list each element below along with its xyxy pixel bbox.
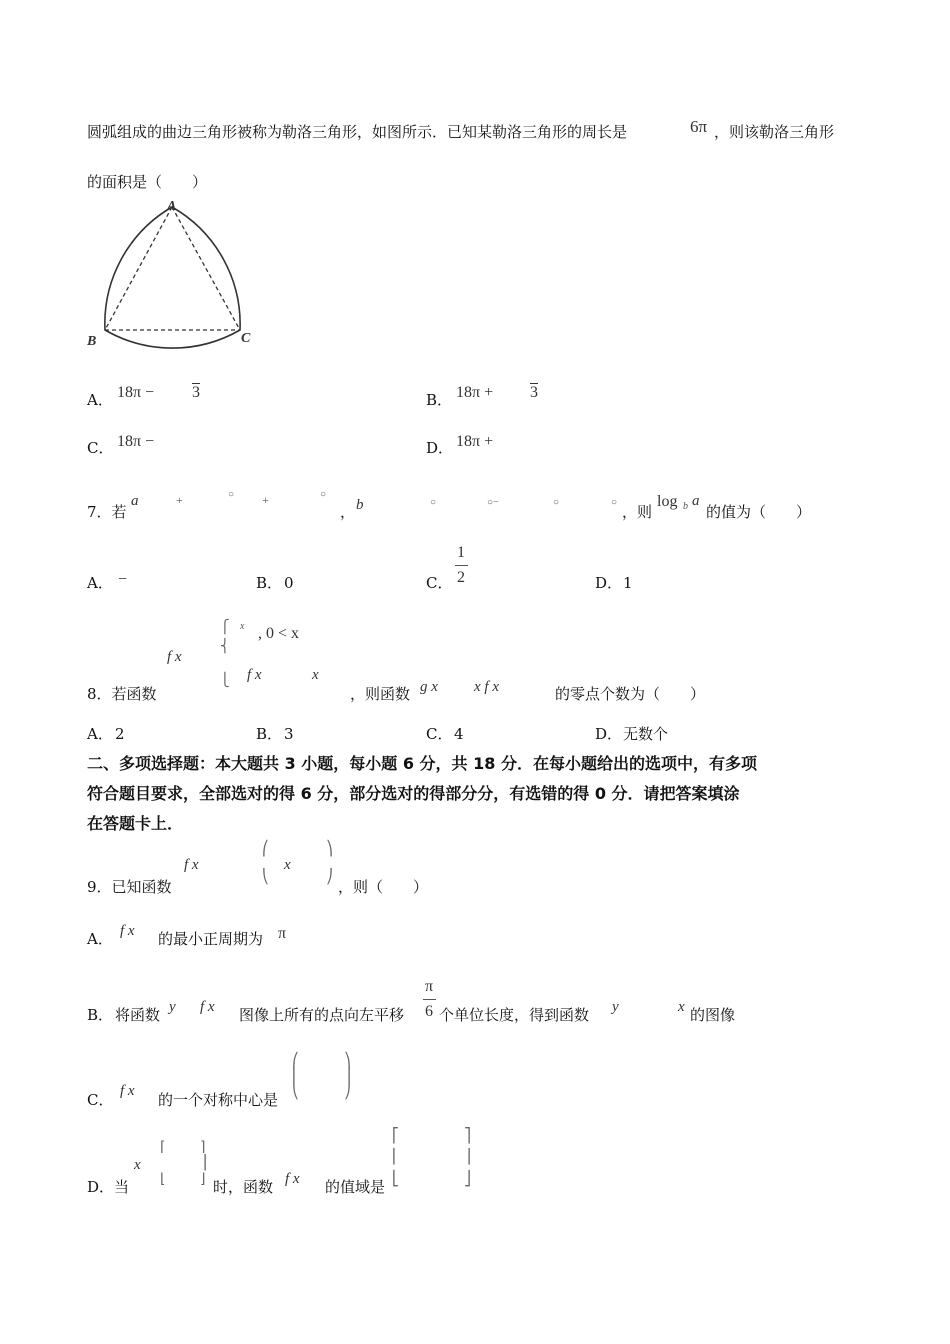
q9-option-d-bracket-rm: ⎥ [200, 1155, 207, 1171]
vertex-b-label: B [87, 334, 97, 349]
q9-option-d-range-lt: ⎡ [392, 1128, 399, 1144]
q7-degree-5: ○ [553, 497, 560, 508]
q9-option-c-paren-lm: ⎜ [292, 1068, 299, 1084]
q7-degree-2: ○ [320, 489, 327, 500]
q9-option-d-range-lm: ⎢ [392, 1149, 399, 1165]
q9-option-d-bracket-lt: ⌈ [160, 1139, 166, 1155]
q7-log-text: ，则 [622, 503, 653, 521]
q7-suffix: 的值为（ ） [706, 503, 812, 521]
q9-option-d-x: x [134, 1157, 141, 1173]
q8-option-a-value: 2 [115, 725, 125, 743]
q7-plus-1: + [176, 493, 183, 507]
q6-option-c-math: 18π − [117, 433, 155, 450]
q7-option-a-label[interactable]: A． [87, 574, 113, 592]
q9-option-b-label[interactable]: B． [87, 1006, 114, 1024]
q9-option-c-paren-lb: ⎝ [292, 1084, 299, 1100]
q6-option-c-label[interactable]: C． [87, 439, 114, 457]
q7-degree-4: ○− [487, 497, 499, 508]
q9-option-b-f: f x [200, 999, 215, 1015]
q6-stem-line2: 的面积是（ ） [87, 173, 208, 191]
q7-option-d-label[interactable]: D． [595, 574, 623, 592]
q6-perimeter: 6π [690, 117, 708, 136]
q8-brace-mid: ⎨ [220, 639, 230, 654]
q9-option-b-denominator: 6 [425, 1003, 433, 1020]
q9-option-b-x: x [678, 999, 685, 1015]
q9-option-c-label[interactable]: C． [87, 1091, 114, 1109]
q9-option-c-f: f x [120, 1083, 135, 1099]
q6-option-d-label[interactable]: D． [426, 439, 454, 457]
section2-line1: 二、多项选择题：本大题共 3 小题，每小题 6 分，共 18 分．在每小题给出的选项中，有多项 [87, 754, 757, 773]
q9-option-c-paren-rb: ⎠ [344, 1084, 351, 1100]
q9-option-d-range-rt: ⎤ [464, 1128, 471, 1144]
q9-option-a-pi: π [278, 925, 287, 942]
q8-option-c-value: 4 [454, 725, 464, 743]
q7-log-base: b [683, 501, 688, 512]
q9-option-d-f: f x [285, 1171, 300, 1187]
q7-option-c-fraction-bar [455, 565, 468, 566]
q8-option-b-label[interactable]: B． [256, 725, 283, 743]
q9-option-d-range-lb: ⎣ [392, 1171, 399, 1187]
q9-option-a-text: 的最小正周期为 [158, 930, 264, 948]
q9-option-b-text1: 将函数 [115, 1006, 161, 1024]
q9-option-b-text3: 个单位长度，得到函数 [439, 1006, 590, 1024]
q6-option-a-math: 18π − [117, 384, 155, 401]
q9-paren-left-bottom: ⎝ [262, 869, 269, 885]
q9-option-d-text1: 时，函数 [213, 1178, 274, 1196]
q8-suffix: 的零点个数为（ ） [555, 685, 706, 703]
q9-option-d-text2: 的值域是 [325, 1178, 386, 1196]
q7-option-b-label[interactable]: B． [256, 574, 283, 592]
q9-f-of-x: f x [184, 857, 199, 873]
q7-degree-1: ○ [228, 489, 235, 500]
q7-log: log [657, 493, 678, 510]
q9-option-c-paren-lt: ⎛ [292, 1053, 299, 1069]
q9-option-b-text4: 的图像 [690, 1006, 736, 1024]
q9-option-d-bracket-rb: ⌋ [200, 1171, 206, 1187]
q6-option-d-math: 18π + [456, 433, 494, 450]
q9-paren-right-bottom: ⎠ [326, 869, 333, 885]
q8-option-c-label[interactable]: C． [426, 725, 453, 743]
q9-option-d-range-rm: ⎥ [464, 1149, 471, 1165]
q9-x: x [284, 857, 291, 873]
q9-option-a-label[interactable]: A． [87, 930, 113, 948]
q9-option-d-bracket-rt: ⌉ [200, 1139, 206, 1155]
q9-option-b-text2: 图像上所有的点向左平移 [239, 1006, 405, 1024]
q9-paren-right-top: ⎞ [326, 841, 333, 857]
q8-g-of-x: g x [420, 679, 438, 695]
q7-option-d-value: 1 [623, 574, 633, 592]
q9-option-b-y1: y [169, 999, 176, 1015]
q9-option-b-y2: y [612, 999, 619, 1015]
q7-option-c-label[interactable]: C． [426, 574, 453, 592]
q7-prefix: 7．若 [87, 503, 127, 521]
q6-option-a-label[interactable]: A． [87, 391, 113, 409]
q6-stem-line1-end: ，则该勒洛三角形 [714, 123, 835, 141]
q6-stem-line1: 圆弧组成的曲边三角形被称为勒洛三角形，如图所示．已知某勒洛三角形的周长是 [87, 123, 628, 141]
q7-option-c-numerator: 1 [457, 544, 465, 561]
q9-option-b-numerator: π [425, 978, 434, 995]
q8-case2-f: f x [247, 667, 262, 683]
q8-case1-exp: x [240, 621, 245, 632]
q7-option-b-value: 0 [284, 574, 294, 592]
q8-g-rhs: x f x [474, 679, 499, 695]
q6-option-a-sqrt: 3 [192, 384, 200, 401]
q8-case1: , 0 < x [258, 625, 300, 642]
q9-paren-left-top: ⎛ [262, 841, 269, 857]
q9-option-b-fraction-bar [423, 999, 436, 1000]
q7-comma: ， [340, 503, 356, 521]
q9-option-c-paren-rt: ⎞ [344, 1053, 351, 1069]
reuleaux-triangle-figure [85, 195, 265, 355]
q7-var-a: a [131, 493, 139, 509]
q6-option-b-sqrt: 3 [530, 384, 538, 401]
q9-prefix: 9．已知函数 [87, 878, 172, 896]
q8-option-a-label[interactable]: A． [87, 725, 113, 743]
q9-option-d-label[interactable]: D．当 [87, 1178, 130, 1196]
q8-prefix: 8．若函数 [87, 685, 157, 703]
q8-f-of-x: f x [167, 649, 182, 665]
section2-line3: 在答题卡上． [87, 814, 184, 833]
q7-var-b: b [356, 497, 364, 513]
q9-option-a-f: f x [120, 923, 135, 939]
q8-option-d-label[interactable]: D． [595, 725, 623, 743]
q9-option-d-bracket-lb: ⌊ [160, 1171, 166, 1187]
q7-plus-2: + [262, 493, 269, 507]
vertex-c-label: C [241, 331, 251, 346]
q7-log-arg: a [692, 493, 700, 509]
q8-brace-bottom: ⎩ [220, 673, 230, 688]
q8-option-d-value: 无数个 [623, 725, 669, 743]
vertex-a-label: A [167, 199, 177, 214]
q8-mid: ，则函数 [350, 685, 411, 703]
q7-option-c-denominator: 2 [457, 569, 465, 586]
q9-option-c-text: 的一个对称中心是 [158, 1091, 279, 1109]
q7-degree-6: ○ [611, 497, 618, 508]
q8-case2-x: x [312, 667, 319, 683]
q9-suffix: ，则（ ） [338, 878, 429, 896]
q8-option-b-value: 3 [284, 725, 294, 743]
q9-option-c-paren-rm: ⎟ [344, 1068, 351, 1084]
q9-option-d-range-rb: ⎦ [464, 1171, 471, 1187]
q7-degree-3: ○ [430, 497, 437, 508]
section2-line2: 符合题目要求，全部选对的得 6 分，部分选对的得部分分，有选错的得 0 分．请把答案填涂 [87, 784, 740, 803]
q7-option-a-value: − [118, 571, 128, 588]
q8-brace-top: ⎧ [220, 620, 230, 635]
q6-option-b-math: 18π + [456, 384, 494, 401]
q6-option-b-label[interactable]: B． [426, 391, 453, 409]
